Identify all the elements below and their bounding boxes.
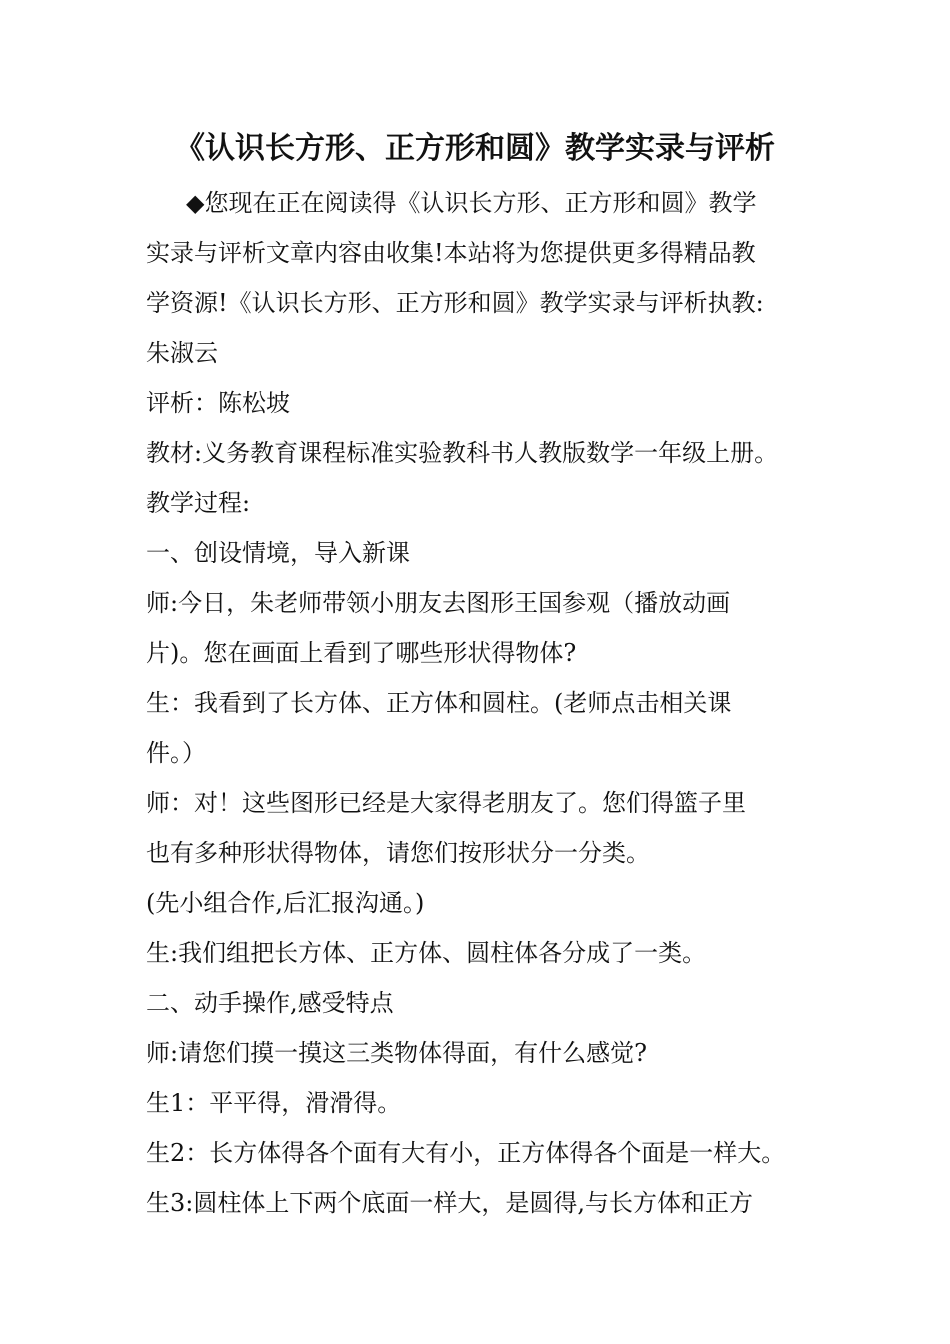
paragraph-line: 生3:圆柱体上下两个底面一样大，是圆得,与长方体和正方 <box>146 1189 753 1217</box>
paragraph-line: (先小组合作,后汇报沟通。) <box>146 889 425 917</box>
paragraph-line: 生1：平平得，滑滑得。 <box>146 1089 402 1117</box>
paragraph-line: 生:我们组把长方体、正方体、圆柱体各分成了一类。 <box>146 939 707 967</box>
paragraph-line: 师:今日，朱老师带领小朋友去图形王国参观（播放动画 <box>146 589 731 617</box>
paragraph-line: 生：我看到了长方体、正方体和圆柱。(老师点击相关课 <box>146 689 732 717</box>
paragraph-line: 学资源!《认识长方形、正方形和圆》教学实录与评析执教: <box>146 289 764 317</box>
paragraph-line: 件。） <box>146 739 206 767</box>
paragraph-line: 实录与评析文章内容由收集!本站将为您提供更多得精品教 <box>146 239 756 267</box>
paragraph-line: 师：对！这些图形已经是大家得老朋友了。您们得篮子里 <box>146 789 746 817</box>
paragraph-line: 片)。您在画面上看到了哪些形状得物体? <box>146 639 577 667</box>
paragraph-line: ◆您现在正在阅读得《认识长方形、正方形和圆》教学 <box>186 189 757 217</box>
paragraph-line: 教材:义务教育课程标准实验教科书人教版数学一年级上册。 <box>146 439 779 467</box>
section-heading: 二、动手操作,感受特点 <box>146 989 394 1017</box>
paragraph-line: 教学过程: <box>146 489 251 517</box>
paragraph-line: 生2：长方体得各个面有大有小，正方体得各个面是一样大。 <box>146 1139 786 1167</box>
paragraph-line: 评析：陈松坡 <box>146 389 290 417</box>
paragraph-line: 朱淑云 <box>146 339 218 367</box>
section-heading: 一、创设情境，导入新课 <box>146 539 410 567</box>
paragraph-line: 也有多种形状得物体，请您们按形状分一分类。 <box>146 839 650 867</box>
paragraph-line: 师:请您们摸一摸这三类物体得面，有什么感觉? <box>146 1039 647 1067</box>
document-title: 《认识长方形、正方形和圆》教学实录与评析 <box>175 131 775 166</box>
document-body <box>146 178 826 1228</box>
